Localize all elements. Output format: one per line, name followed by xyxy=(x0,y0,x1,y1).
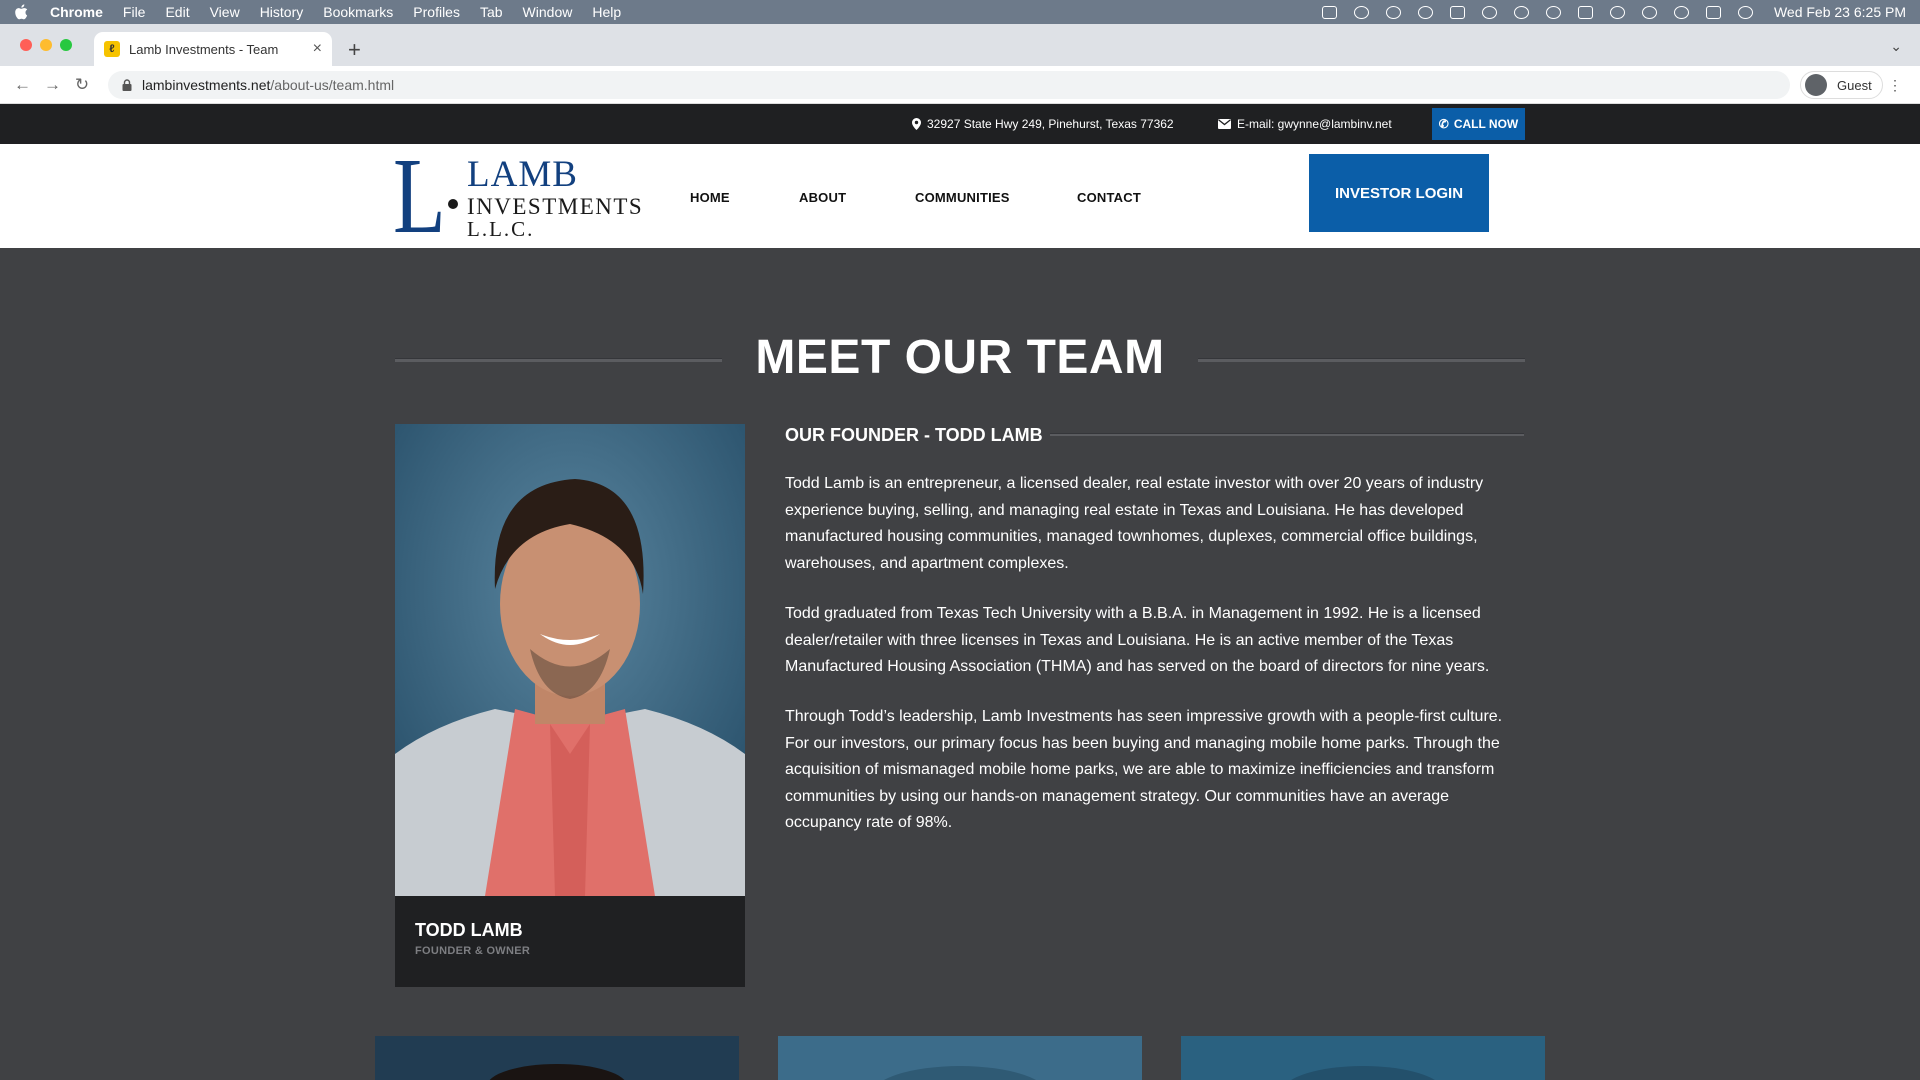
menu-app-name[interactable]: Chrome xyxy=(50,4,103,20)
profile-label: Guest xyxy=(1837,77,1872,93)
creative-cloud-icon[interactable] xyxy=(1354,6,1369,19)
reload-icon[interactable]: ↻ xyxy=(74,74,90,94)
back-arrow-icon[interactable]: ← xyxy=(14,74,31,94)
cloud-icon[interactable] xyxy=(1386,6,1401,19)
lock-icon[interactable] xyxy=(122,79,132,91)
team-member-photo xyxy=(1181,1036,1545,1080)
nav-communities[interactable]: COMMUNITIES xyxy=(915,190,1010,205)
member-role: FOUNDER & OWNER xyxy=(415,945,531,957)
logo-line3: L.L.C. xyxy=(467,217,535,240)
nav-about[interactable]: ABOUT xyxy=(799,190,847,205)
email-info[interactable] xyxy=(1218,117,1392,131)
menu-bookmarks[interactable]: Bookmarks xyxy=(323,4,394,20)
phone-icon: ✆ xyxy=(1438,117,1449,131)
url-path: /about-us/team.html xyxy=(270,77,395,93)
svg-text:L: L xyxy=(393,152,446,240)
nav-contact[interactable]: CONTACT xyxy=(1077,190,1141,205)
apple-icon[interactable] xyxy=(14,4,28,20)
profile-button[interactable] xyxy=(1800,71,1883,99)
lamb-investments-logo[interactable] xyxy=(393,152,648,240)
founder-heading-rule xyxy=(1050,433,1524,436)
call-now-label: CALL NOW xyxy=(1453,117,1519,131)
forward-arrow-icon[interactable]: → xyxy=(44,74,61,94)
browser-toolbar xyxy=(0,66,1920,104)
play-icon[interactable] xyxy=(1514,6,1529,19)
title-rule-left xyxy=(395,358,722,362)
guest-avatar-icon xyxy=(1805,74,1827,96)
maximize-window-button[interactable] xyxy=(60,39,72,51)
url-domain: lambinvestments.net xyxy=(142,77,271,93)
team-member-caption xyxy=(395,896,745,987)
address-bar[interactable] xyxy=(108,71,1790,99)
siri-icon[interactable] xyxy=(1738,6,1753,19)
menu-window[interactable]: Window xyxy=(522,4,573,20)
address-info xyxy=(912,117,1174,131)
email-text[interactable]: E-mail: gwynne@lambinv.net xyxy=(1237,117,1392,131)
menu-profiles[interactable]: Profiles xyxy=(413,4,460,20)
team-member-photo xyxy=(375,1036,739,1080)
battery-icon[interactable] xyxy=(1578,6,1593,19)
moon-icon[interactable] xyxy=(1418,6,1433,19)
close-window-button[interactable] xyxy=(20,39,32,51)
menu-view[interactable]: View xyxy=(209,4,240,20)
founder-heading: OUR FOUNDER - TODD LAMB xyxy=(785,425,1043,445)
call-now-button[interactable] xyxy=(1432,108,1525,140)
wifi-icon[interactable] xyxy=(1610,6,1625,19)
camera-icon[interactable] xyxy=(1322,6,1337,19)
new-tab-icon[interactable]: + xyxy=(348,37,361,62)
map-pin-icon xyxy=(912,118,921,130)
bio-paragraph: Through Todd’s leadership, Lamb Investments has seen impressive growth with a people-first culture. For our investors, our primary focus has been buying and managing mobile home parks. Through the acquisition of mismanaged mobile home parks, we are able to maximize inefficiencies and transform communities by using our hands-on management strategy. Our communities have an average occupancy rate of 98%. xyxy=(785,708,1503,831)
browser-tab[interactable] xyxy=(94,32,332,66)
nav-home[interactable]: HOME xyxy=(690,190,730,205)
tab-search-chevron-icon[interactable]: ⌄ xyxy=(1890,38,1902,54)
macos-menu-bar xyxy=(0,0,1920,24)
menu-history[interactable]: History xyxy=(259,4,304,20)
menu-clock[interactable]: Wed Feb 23 6:25 PM xyxy=(1773,4,1906,20)
bio-paragraph: Todd Lamb is an entrepreneur, a licensed dealer, real estate investor with over 20 years of industry experience buying, selling, and managing real estate in Texas and Louisiana. He has developed manufactured housing communities, managed townhomes, duplexes, commercial office buildings, warehouses, and apartment complexes. xyxy=(785,475,1484,572)
site-header xyxy=(0,144,1920,248)
search-icon[interactable] xyxy=(1674,6,1689,19)
tab-title: Lamb Investments - Team xyxy=(129,41,279,57)
todd-lamb-photo xyxy=(395,424,745,896)
grammarly-icon[interactable] xyxy=(1482,6,1497,19)
browser-menu-icon[interactable]: ⋮ xyxy=(1888,77,1902,93)
address-text: 32927 State Hwy 249, Pinehurst, Texas 77362 xyxy=(927,117,1174,131)
menu-edit[interactable]: Edit xyxy=(165,4,190,20)
window-controls xyxy=(20,39,72,51)
menu-file[interactable]: File xyxy=(122,4,146,20)
logo-line1: LAMB xyxy=(467,154,578,195)
dropbox-icon[interactable] xyxy=(1450,6,1465,19)
page-title: MEET OUR TEAM xyxy=(755,331,1165,384)
user-icon[interactable] xyxy=(1642,6,1657,19)
menu-help[interactable]: Help xyxy=(592,4,622,20)
title-rule-right xyxy=(1198,358,1525,362)
browser-tab-strip xyxy=(0,24,1920,66)
tab-close-icon[interactable]: × xyxy=(312,40,322,57)
control-center-icon[interactable] xyxy=(1706,6,1721,19)
bio-paragraph: Todd graduated from Texas Tech University with a B.B.A. in Management in 1992. He is a licensed dealer/retailer with three licenses in Texas and Louisiana. He is an active member of the Texas Manufactured Housing Association (THMA) and has served on the board of directors for nine years. xyxy=(785,605,1490,675)
bluetooth-icon[interactable] xyxy=(1546,6,1561,19)
logo-line2: INVESTMENTS xyxy=(467,194,644,219)
team-member-photo xyxy=(778,1036,1142,1080)
contact-info-bar xyxy=(0,104,1920,144)
envelope-icon xyxy=(1218,119,1231,129)
minimize-window-button[interactable] xyxy=(40,39,52,51)
status-icons xyxy=(1322,4,1906,20)
site-favicon-icon: ℓ xyxy=(104,41,120,57)
menu-tab[interactable]: Tab xyxy=(479,4,503,20)
investor-login-button[interactable]: INVESTOR LOGIN xyxy=(1309,154,1489,232)
member-name: TODD LAMB xyxy=(415,920,523,940)
